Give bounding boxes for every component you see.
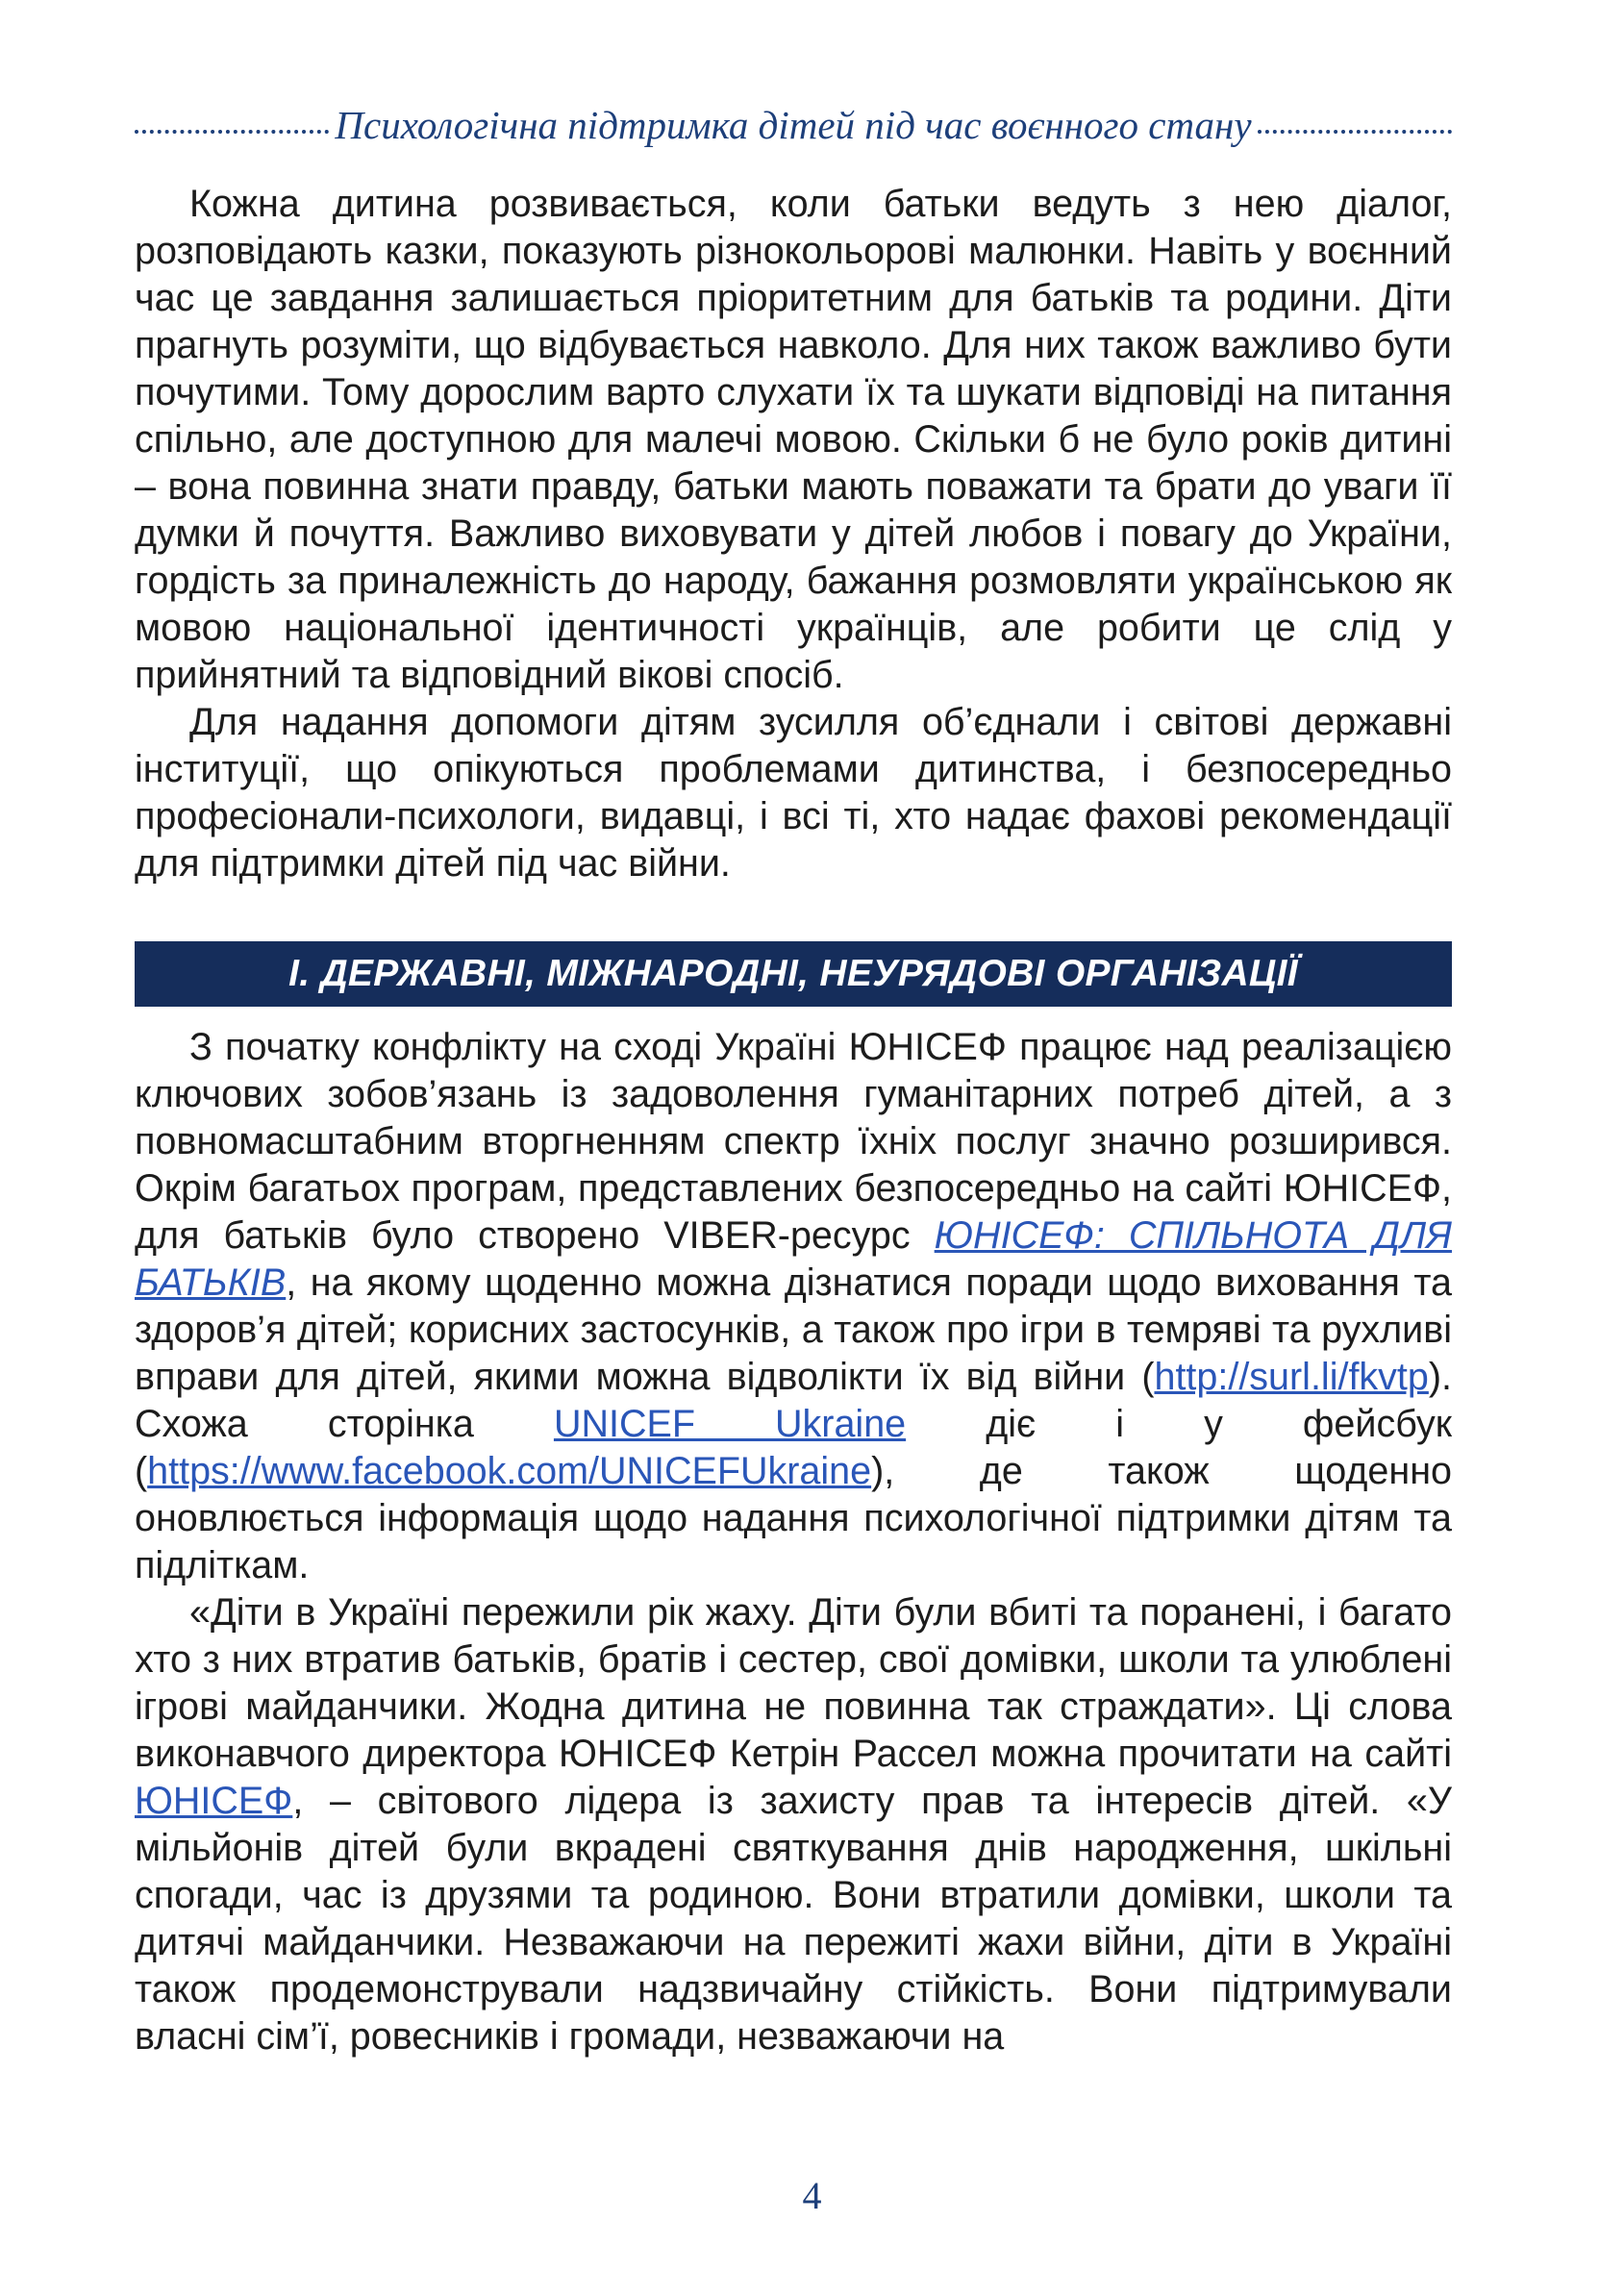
unicef-text-5: ), де також щоденно оновлюється інформація щодо надання психологічної підтримки дітям та підліткам. bbox=[135, 1450, 1452, 1586]
unicef-site-link[interactable]: ЮНІСЕФ bbox=[135, 1780, 293, 1822]
quote-text-1: «Діти в Україні пережили рік жаху. Діти були вбиті та поранені, і багато хто з них втратив батьків, братів і сестер, свої домівки, школи та улюблені ігрові майданчики. Жодна дитина не повинна так страждати». Ці слова виконавчого директора ЮНІСЕФ Кетрін Рассел можна прочитати на сайті bbox=[135, 1591, 1452, 1775]
unicef-paragraph bbox=[135, 1024, 1452, 1589]
unicef-text-1: З початку конфлікту на сході Україні ЮНІСЕФ працює над реалізацією ключових зобов’язань із задоволення гуманітарних потреб дітей, а з повномасштабним вторгненням спектр їхніх послуг значно розширився. Окрім багатьох програм, представлених безпосередньо на сайті ЮНІСЕФ, для батьків було створено VIBER-ресурс bbox=[135, 1026, 1452, 1257]
viber-community-link[interactable]: ЮНІСЕФ: СПІЛЬНОТА ДЛЯ БАТЬКІВ bbox=[135, 1214, 1452, 1304]
quote-paragraph bbox=[135, 1589, 1452, 2060]
page-number: 4 bbox=[802, 2174, 822, 2217]
body-text bbox=[135, 181, 1452, 2060]
unicef-text-3: ). Схожа сторінка bbox=[135, 1356, 1452, 1445]
header-dotted-leader-left bbox=[135, 130, 329, 134]
unicef-ukraine-link[interactable]: UNICEF Ukraine bbox=[553, 1403, 907, 1445]
facebook-link[interactable]: https://www.facebook.com/UNICEFUkraine bbox=[147, 1450, 872, 1492]
section-heading-bar bbox=[135, 941, 1452, 1007]
intro-paragraph-2: Для надання допомоги дітям зусилля об’єднали і світові державні інституції, що опікуються проблемами дитинства, і безпосередньо професіонали-психологи, видавці, і всі ті, хто надає фахові рекомендації для підтримки дітей під час війни. bbox=[135, 701, 1452, 885]
unicef-text-2: , на якому щоденно можна дізнатися поради щодо виховання та здоров’я дітей; корисних застосунків, а також про ігри в темряві та рухливі вправи для дітей, якими можна відволікти їх від війни ( bbox=[135, 1261, 1452, 1398]
running-header-title: Психологічна підтримка дітей під час воєнного стану bbox=[335, 103, 1252, 147]
section-heading: І. ДЕРЖАВНІ, МІЖНАРОДНІ, НЕУРЯДОВІ ОРГАНІЗАЦІЇ bbox=[288, 953, 1298, 994]
intro-paragraph-1: Кожна дитина розвивається, коли батьки ведуть з нею діалог, розповідають казки, показують різнокольорові малюнки. Навіть у воєнний час це завдання залишається пріоритетним для батьків та родини. Діти прагнуть розуміти, що відбувається навколо. Для них також важливо бути почутими. Тому дорослим варто слухати їх та шукати відповіді на питання спільно, але доступною для малечі мовою. Скільки б не було років дитині – вона повинна знати правду, батьки мають поважати та брати до уваги її думки й почуття. Важливо виховувати у дітей любов і повагу до України, гордість за приналежність до народу, бажання розмовляти українською як мовою національної ідентичності українців, але робити це слід у прийнятний та відповідний вікові спосіб. bbox=[135, 183, 1452, 696]
surl-link[interactable]: http://surl.li/fkvtp bbox=[1154, 1356, 1429, 1398]
quote-text-2: , – світового лідера із захисту прав та інтересів дітей. «У мільйонів дітей були вкрадені святкування днів народження, шкільні спогади, час із друзями та родиною. Вони втратили домівки, школи та дитячі майданчики. Незважаючи на пережиті жахи війни, діти в Україні також продемонстрували надзвичайну стійкість. Вони підтримували власні сім’ї, ровесників і громади, незважаючи на bbox=[135, 1780, 1452, 2058]
running-header bbox=[135, 96, 1452, 154]
unicef-text-4: діє і у фейсбук ( bbox=[135, 1403, 1452, 1492]
header-dotted-leader-right bbox=[1258, 130, 1452, 134]
